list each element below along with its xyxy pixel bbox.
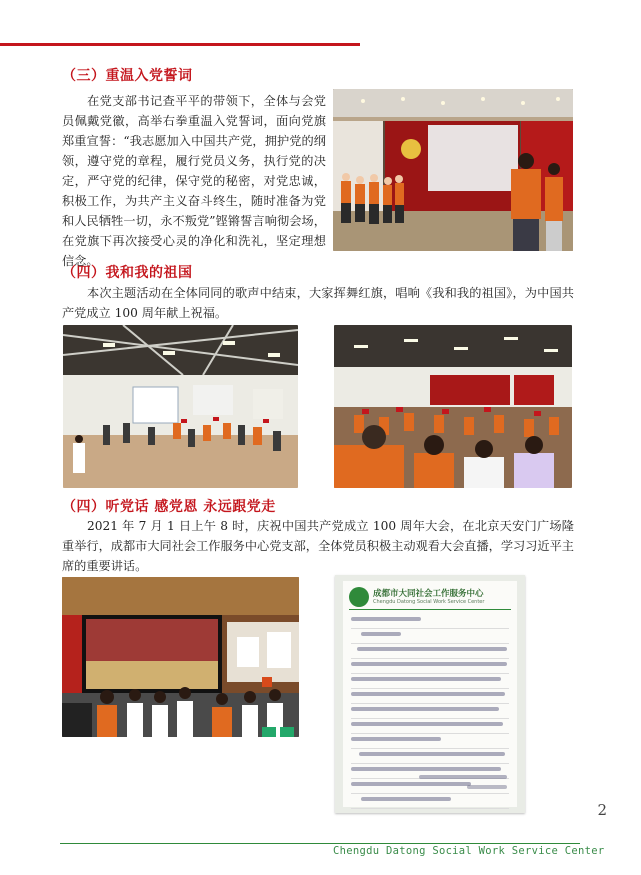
signature-date [467,785,507,789]
signature-line [419,775,507,779]
oath-ceremony-photo [333,89,573,251]
letterhead-org-name: 成都市大同社会工作服务中心 [373,589,484,599]
section-heading-follow-party: （四）听党话 感党恩 永远跟党走 [62,499,276,515]
section-paragraph-motherland: 本次主题活动在全体同同的歌声中结束，大家挥舞红旗，唱响《我和我的祖国》，为中国共产党成立 100 周年献上祝福。 [62,286,574,320]
footer-rule [60,843,580,844]
page-number: 2 [597,801,607,819]
footer-org-name: Chengdu Datong Social Work Service Center [333,845,605,857]
section-paragraph-oath: 在党支部书记查平平的带领下，全体与会党员佩戴党徽，高举右拳重温入党誓词，面向党旗郑重宣誓：“我志愿加入中国共产党，拥护党的纲领，遵守党的章程，履行党员义务，执行党的决定，严守党的纪律，保守党的秘密，对党忠诚，积极工作，为共产主义奋斗终生，随时准备为党和人民牺牲一切，永不叛党”铿锵誓言响彻会场，在党旗下再次接受心灵的净化和洗礼，坚定理想信念。 [62,94,326,268]
handwritten-text [351,615,509,810]
header-rule [0,43,360,46]
letterhead-org-name-en: Chengdu Datong Social Work Service Center [373,599,485,605]
song-activity-photo-right [334,325,572,488]
letterhead-rule [349,609,511,610]
live-broadcast-photo [62,577,299,737]
section-heading-motherland: （四）我和我的祖国 [62,265,193,281]
section-paragraph-follow-party: 2021 年 7 月 1 日上午 8 时，庆祝中国共产党成立 100 周年大会，在北京天安门广场隆重举行，成都市大同社会工作服务中心党支部，全体党员积极主动观看大会直播，学习习近平主席的重要讲话。 [62,519,574,573]
section-heading-oath: （三）重温入党誓词 [62,68,193,84]
letter-paper [343,581,517,807]
org-logo-icon [349,587,369,607]
song-activity-photo-left [63,325,298,488]
handwritten-letter-photo [335,575,525,813]
